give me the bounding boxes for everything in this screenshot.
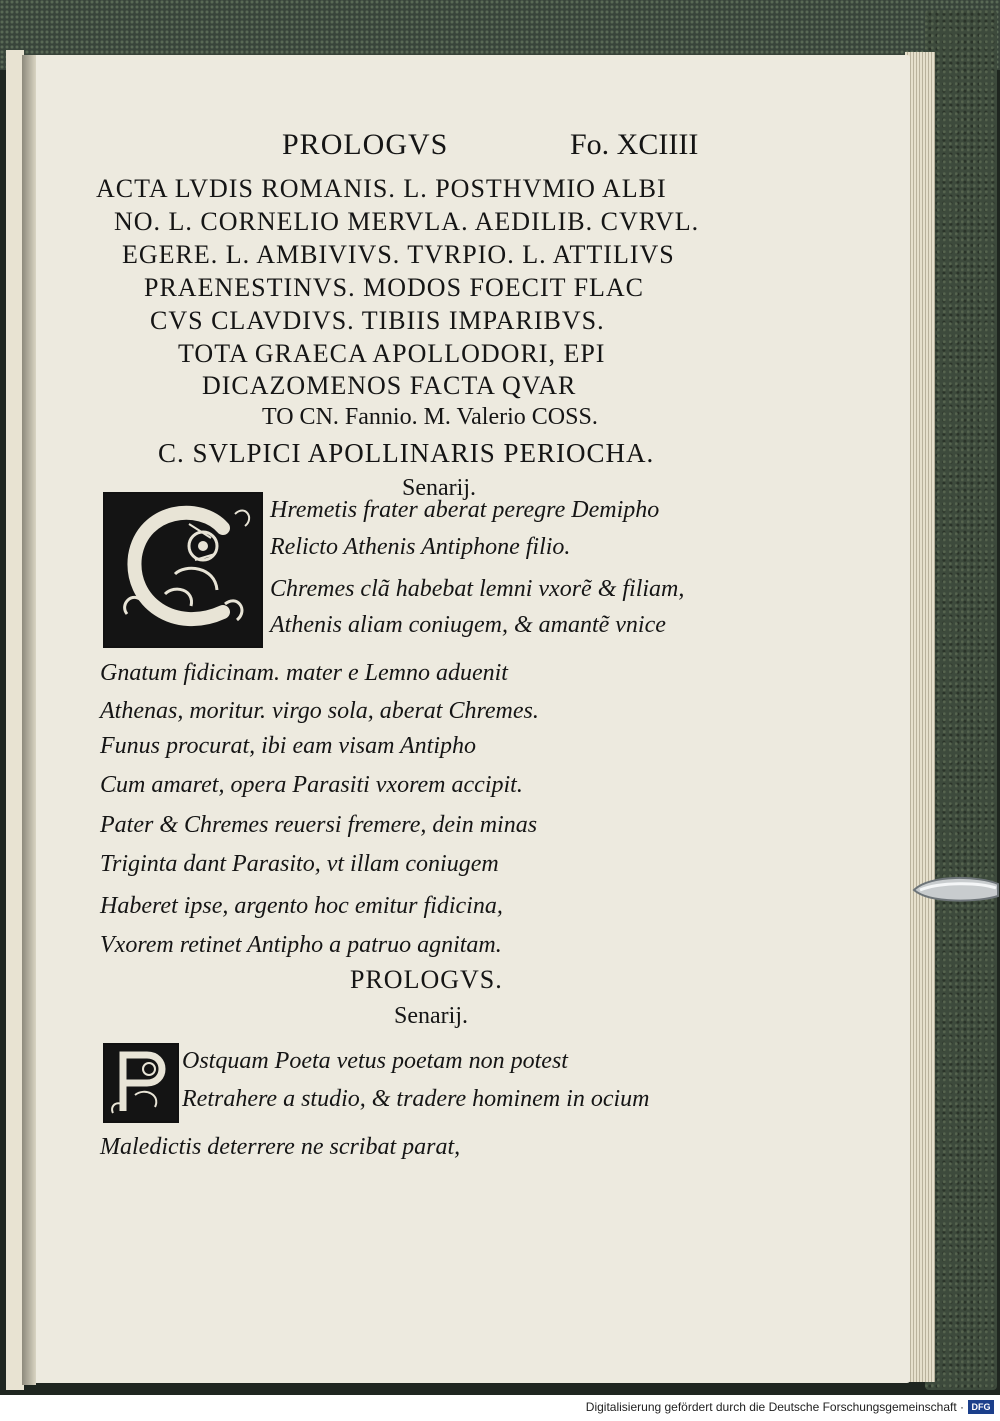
verse-line: Pater & Chremes reuersi fremere, dein minas xyxy=(100,812,538,838)
verse-line: Chremes clã habebat lemni vxorẽ & filiam, xyxy=(270,576,685,602)
verse-line: Cum amaret, opera Parasiti vxorem accipit. xyxy=(100,772,523,798)
verse-line: Athenis aliam coniugem, & amantẽ vnice xyxy=(270,612,666,638)
didascalia-line: PRAENESTINVS. MODOS FOECIT FLAC xyxy=(144,273,645,302)
periocha-title: C. SVLPICI APOLLINARIS PERIOCHA. xyxy=(158,438,655,468)
book-cover-right xyxy=(925,10,997,1390)
verse-line: Hremetis frater aberat peregre Demipho xyxy=(270,497,660,523)
didascalia-line: EGERE. L. AMBIVIVS. TVRPIO. L. ATTILIVS xyxy=(122,240,675,269)
decorated-initial-c xyxy=(103,492,263,648)
dfg-logo: DFG xyxy=(968,1400,994,1414)
didascalia-line: CVS CLAVDIVS. TIBIIS IMPARIBVS. xyxy=(150,306,605,335)
didascalia-line: TO CN. Fannio. M. Valerio COSS. xyxy=(262,404,598,430)
prologus-title: PROLOGVS. xyxy=(350,965,503,994)
prologus-meter: Senarij. xyxy=(394,1003,468,1029)
page-clip xyxy=(910,870,1000,910)
funding-credit: Digitalisierung gefördert durch die Deutsche Forschungsgemeinschaft · xyxy=(585,1400,964,1414)
periocha-meter: Senarij. xyxy=(402,475,476,501)
folio-number: Fo. XCIIII xyxy=(570,128,699,161)
didascalia-line: DICAZOMENOS FACTA QVAR xyxy=(202,371,577,400)
verse-line: Ostquam Poeta vetus poetam non potest xyxy=(182,1048,568,1074)
verse-line: Retrahere a studio, & tradere hominem in ocium xyxy=(182,1086,650,1112)
book-gutter xyxy=(22,55,36,1385)
verse-line: Haberet ipse, argento hoc emitur fidicina, xyxy=(100,893,503,919)
verse-line: Relicto Athenis Antiphone filio. xyxy=(270,534,571,560)
verse-line: Vxorem retinet Antipho a patruo agnitam. xyxy=(100,932,502,958)
decorated-initial-p xyxy=(103,1043,179,1123)
didascalia-line: TOTA GRAECA APOLLODORI, EPI xyxy=(178,339,606,368)
running-head: PROLOGVS xyxy=(282,128,449,161)
digitization-footer xyxy=(0,1395,1000,1421)
verse-line: Athenas, moritur. virgo sola, aberat Chremes. xyxy=(100,698,539,724)
verse-line: Funus procurat, ibi eam visam Antipho xyxy=(100,733,476,759)
verse-line: Maledictis deterrere ne scribat parat, xyxy=(100,1134,461,1160)
didascalia-line: ACTA LVDIS ROMANIS. L. POSTHVMIO ALBI xyxy=(96,174,667,203)
verse-line: Gnatum fidicinam. mater e Lemno aduenit xyxy=(100,660,508,686)
verse-line: Triginta dant Parasito, vt illam coniugem xyxy=(100,851,499,877)
didascalia-line: NO. L. CORNELIO MERVLA. AEDILIB. CVRVL. xyxy=(114,207,700,236)
